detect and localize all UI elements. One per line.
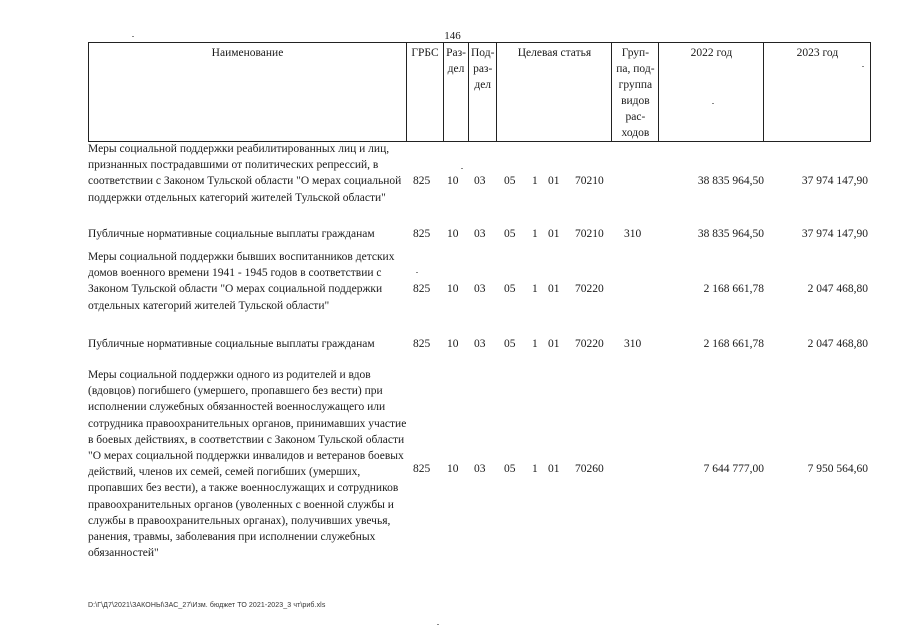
cell-program: 05 [504,463,516,475]
cell-amount-2023: 37 974 147,90 [801,228,868,240]
cell-program: 05 [504,228,516,240]
cell-program: 05 [504,175,516,187]
table-row [88,226,878,244]
scan-speck [132,36,134,37]
cell-razdel: 10 [447,175,459,187]
cell-amount-2023: 37 974 147,90 [801,175,868,187]
scan-speck [461,168,463,169]
file-path-footer: D:\Г\Д7\2021\ЗАКОНЫ\ЗАС_27\Изм. бюджет ТО 2021-2023_3 чт\риб.xls [88,602,326,609]
header-podrazdel: Под- раз- дел [469,43,497,142]
cell-event: 01 [548,338,560,350]
cell-amount-2022: 2 168 661,78 [703,338,764,350]
table-row [88,141,878,221]
table-row [88,367,878,577]
cell-vid-rashodov: 310 [624,338,642,350]
cell-razdel: 10 [447,338,459,350]
cell-direction: 70210 [575,228,604,240]
row-name: Меры социальной поддержки реабилитированных лиц и лиц, признанных пострадавшими от политических репрессий, в соответствии с Законом Тульской области "О мерах социальной поддержки отдельных категорий жителей Тульской области" [88,143,402,204]
cell-podrazdel: 03 [474,228,486,240]
cell-event: 01 [548,175,560,187]
header-vid-rashodov: Груп- па, под- группа видов рас- ходов [612,43,659,142]
cell-podrazdel: 03 [474,463,486,475]
cell-razdel: 10 [447,228,459,240]
table-row [88,336,878,354]
cell-direction: 70260 [575,463,604,475]
cell-grbs: 825 [413,283,431,295]
header-razdel: Раз- дел [444,43,469,142]
header-year-2022: 2022 год [659,43,764,142]
cell-subprogram: 1 [532,228,538,240]
cell-program: 05 [504,283,516,295]
header-year-2023: 2023 год [764,43,871,142]
row-name: Публичные нормативные социальные выплаты гражданам [88,338,375,350]
cell-grbs: 825 [413,228,431,240]
cell-direction: 70220 [575,338,604,350]
cell-event: 01 [548,228,560,240]
scan-speck [862,66,864,67]
cell-razdel: 10 [447,463,459,475]
row-name: Меры социальной поддержки одного из родителей и вдов (вдовцов) погибшего (умершего, пропавшего без вести) при исполнении служебных обязанностей военнослужащего или сотрудника правоохранительных органов, принимавших участие в боевых действиях, в соответствии с Законом Тульской области "О мерах социальной поддержки инвалидов и ветеранов боевых действий, членов их семей, семей погибших (умерших, пропавших без вести), а также военнослужащих и сотрудников правоохранительных органов (уволенных с военной службы и службы в правоохранительных органах), получивших увечья, ранения, травмы, заболевания при исполнении служебных обязанностей" [88,369,407,560]
row-name: Публичные нормативные социальные выплаты гражданам [88,228,375,240]
cell-subprogram: 1 [532,463,538,475]
cell-subprogram: 1 [532,175,538,187]
cell-direction: 70220 [575,283,604,295]
cell-grbs: 825 [413,175,431,187]
header-grbs: ГРБС [407,43,444,142]
cell-amount-2022: 7 644 777,00 [703,463,764,475]
cell-podrazdel: 03 [474,283,486,295]
scan-speck [712,103,714,104]
header-name: Наименование [89,43,407,142]
row-name: Меры социальной поддержки бывших воспитанников детских домов военного времени 1941 - 1945 годов в соответствии с Законом Тульской области "О мерах социальной поддержки отдельных категорий жителей Тульской области" [88,251,395,312]
cell-amount-2022: 38 835 964,50 [697,175,764,187]
cell-subprogram: 1 [532,283,538,295]
cell-program: 05 [504,338,516,350]
cell-amount-2023: 2 047 468,80 [807,338,868,350]
cell-event: 01 [548,283,560,295]
cell-amount-2022: 38 835 964,50 [697,228,764,240]
cell-grbs: 825 [413,338,431,350]
cell-amount-2022: 2 168 661,78 [703,283,764,295]
cell-razdel: 10 [447,283,459,295]
table-header [88,42,871,142]
header-celevaya-statya: Целевая статья [497,43,612,142]
cell-subprogram: 1 [532,338,538,350]
scan-speck [416,272,418,273]
cell-direction: 70210 [575,175,604,187]
cell-amount-2023: 2 047 468,80 [807,283,868,295]
scan-speck [437,624,439,625]
table-row [88,249,878,329]
cell-amount-2023: 7 950 564,60 [807,463,868,475]
cell-podrazdel: 03 [474,338,486,350]
cell-grbs: 825 [413,463,431,475]
cell-event: 01 [548,463,560,475]
page-number: 146 [444,30,461,42]
cell-vid-rashodov: 310 [624,228,642,240]
cell-podrazdel: 03 [474,175,486,187]
